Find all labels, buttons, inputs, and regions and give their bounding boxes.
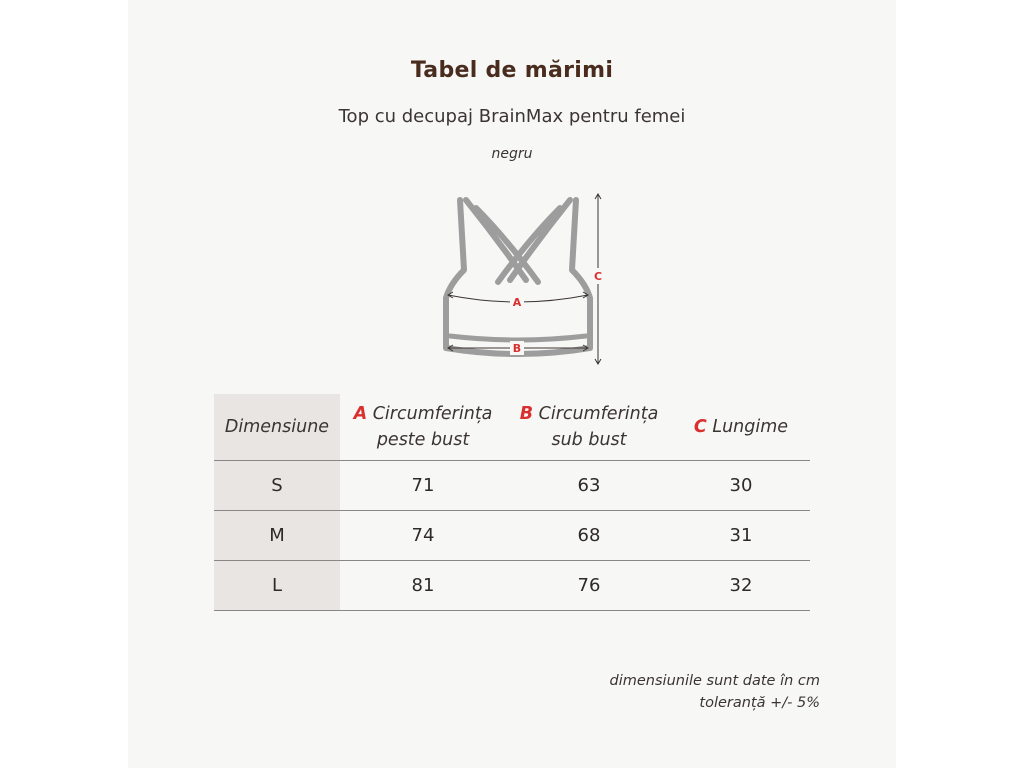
cell-length: 30 [672,461,810,511]
cell-under-bust: 63 [506,461,672,511]
header-length: C Lungime [672,394,810,461]
cell-length: 31 [672,511,810,561]
header-size: Dimensiune [214,394,340,461]
table-header-row [214,394,810,461]
cell-size: S [214,461,340,511]
header-over-bust: A Circumferința peste bust [340,394,506,461]
size-chart-card [128,0,896,768]
size-table [214,394,810,611]
band-seam [450,336,586,340]
tolerance-note: toleranță +/- 5% [699,695,820,711]
cell-size: L [214,561,340,611]
cell-over-bust: 71 [340,461,506,511]
cell-length: 32 [672,561,810,611]
header-under-bust: B Circumferința sub bust [506,394,672,461]
product-name: Top cu decupaj BrainMax pentru femei [338,106,686,127]
page-title: Tabel de mărimi [410,58,614,83]
label-a: A [512,296,522,309]
bra-outline [446,200,590,354]
label-b: B [512,342,522,355]
units-note: dimensiunile sunt date în cm [609,673,820,689]
cell-under-bust: 68 [506,511,672,561]
footnotes [610,670,820,714]
cell-size: M [214,511,340,561]
table-row [214,511,810,561]
table-row [214,561,810,611]
cell-over-bust: 74 [340,511,506,561]
sports-bra-measurement-diagram [428,188,608,368]
bra-straps [466,200,570,282]
cell-under-bust: 76 [506,561,672,611]
table-row [214,461,810,511]
cell-over-bust: 81 [340,561,506,611]
label-c: C [593,270,603,283]
product-color: negru [491,146,533,162]
